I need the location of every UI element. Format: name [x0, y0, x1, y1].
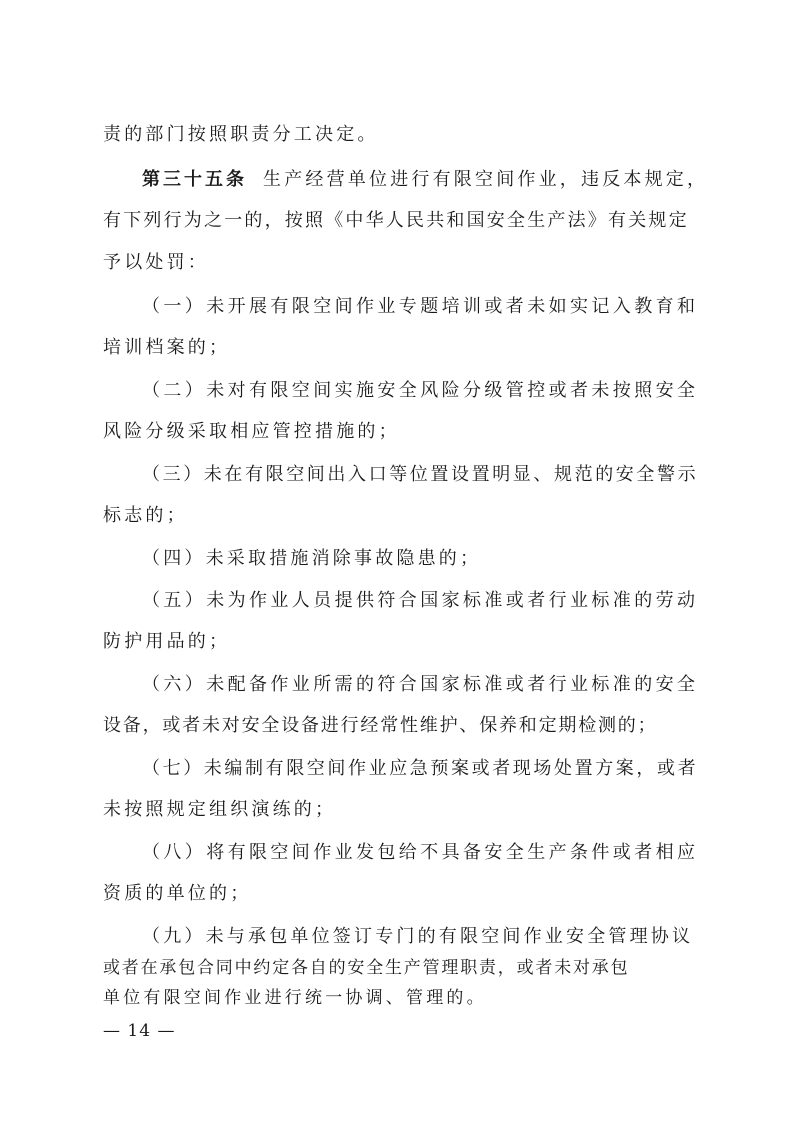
list-item-9-l1: （九）未与承包单位签订专门的有限空间作业安全管理协议 — [142, 926, 694, 947]
list-item-1-line-1: （一）未开展有限空间作业专题培训或者未如实记入教育和 — [142, 296, 699, 317]
list-item-1-line-2: 培训档案的； — [103, 337, 231, 358]
list-item-5-line-2: 防护用品的； — [103, 631, 231, 652]
list-item-9-line-2: 或者在承包合同中约定各自的安全生产管理职责，或者未对承包 — [103, 958, 630, 978]
list-item-6-line-1: （六）未配备作业所需的符合国家标准或者行业标准的安全 — [142, 674, 699, 695]
article-intro-text: 生产经营单位进行有限空间作业，违反本规定， — [263, 169, 709, 190]
list-item-3-line-2: 标志的； — [103, 505, 188, 526]
list-item-8-line-1: （八）将有限空间作业发包给不具备安全生产条件或者相应 — [142, 842, 699, 863]
list-item-8-line-2: 资质的单位的； — [103, 883, 252, 904]
list-item-9-line-3: 单位有限空间作业进行统一协调、管理的。 — [103, 988, 487, 1008]
list-item-2-line-2: 风险分级采取相应管控措施的； — [103, 421, 400, 442]
list-item-5-line-1: （五）未为作业人员提供符合国家标准或者行业标准的劳动 — [142, 590, 699, 611]
list-item-6-line-2: 设备，或者未对安全设备进行经常性维护、保养和定期检测的； — [103, 715, 658, 736]
list-item-4-line-1: （四）未采取措施消除事故隐患的； — [142, 548, 482, 569]
article-intro-line-3: 予以处罚： — [103, 252, 209, 273]
list-item-7-line-1: （七）未编制有限空间作业应急预案或者现场处置方案，或者 — [142, 758, 699, 779]
article-intro-line-2: 有下列行为之一的，按照《中华人民共和国安全生产法》有关规定 — [103, 210, 689, 231]
list-item-2-line-1: （二）未对有限空间实施安全风险分级管控或者未按照安全 — [142, 380, 699, 401]
list-item-7-line-2: 未按照规定组织演练的； — [103, 799, 337, 820]
page-number: — 14 — — [103, 1021, 176, 1041]
article-number: 第三十五条 — [142, 169, 247, 190]
carry-over-text: 责的部门按照职责分工决定。 — [103, 124, 379, 145]
list-item-3-line-1: （三）未在有限空间出入口等位置设置明显、规范的安全警示 — [142, 464, 699, 485]
